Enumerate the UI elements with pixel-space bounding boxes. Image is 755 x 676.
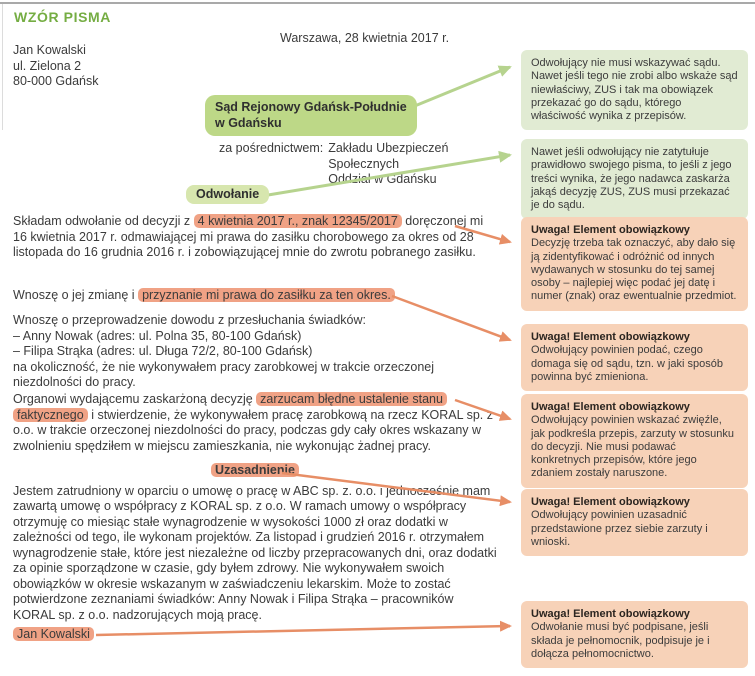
paragraph-charges-text: Organowi wydającemu zaskarżoną decyzję <box>13 392 257 406</box>
note-mandatory-signature-title: Uwaga! Element obowiązkowy <box>531 608 690 620</box>
note-mandatory-decision-title: Uwaga! Element obowiązkowy <box>531 224 690 236</box>
paragraph-demand <box>13 288 497 304</box>
via-address <box>328 141 448 188</box>
note-mandatory-charges <box>521 394 748 488</box>
note-mandatory-charges-title: Uwaga! Element obowiązkowy <box>531 401 690 413</box>
paragraph-appeal <box>13 214 497 261</box>
via-line1: Zakładu Ubezpieczeń <box>328 141 449 155</box>
note-mandatory-justification-title: Uwaga! Element obowiązkowy <box>531 496 690 508</box>
sender-street: ul. Zielona 2 <box>13 58 82 73</box>
note-title-optional <box>521 139 748 219</box>
note-mandatory-demand-text: Odwołujący powinien podać, czego domaga się od sądu, tzn. w jaki sposób powinna być zmieniona. <box>531 344 724 383</box>
sender-address <box>13 43 98 90</box>
charge-highlight: zarzucam błędne ustalenie stanu faktycznego <box>13 392 447 422</box>
sender-city: 80-000 Gdańsk <box>13 74 99 88</box>
letter-title-highlight: Odwołanie <box>186 185 269 204</box>
justification-text: Jestem zatrudniony w oparciu o umowę o pracę w ABC sp. z. o.o. i jednocześnie mam zawartą umowę o współpracy z KORAL sp. z o.o. W ramach umowy o współpracy otrzymuję co miesiąc stałe wynagrodzenie w wysokości 1000 zł oraz dodatki w zależności od tego, ile wykonam projektów. Za listopad i grudzień 2016 r. otrzymałem wynagrodzenie stałe, które jest niezależne od liczby przepracowanych dni, oraz dodatki za opinie sporządzone w czasie, gdy byłem zdrowy. Nie wykonywałem swoich obowiązków w okresie wskazanym w zaświadczeniu lekarskim. Może to zostać potwierdzone zeznaniami świadków: Anny Nowak i Filipa Strąka – pracowników KORAL sp. z o.o. nadzorujących moją pracę. <box>13 483 497 622</box>
note-court-optional <box>521 50 748 130</box>
note-mandatory-signature-text: Odwołanie musi być podpisane, jeśli składa je pełnomocnik, podpisuje je i dołącza pełnomocnictwo. <box>531 621 710 660</box>
justification-heading-highlight: Uzasadnienie <box>211 463 299 477</box>
paragraph-appeal-text: Składam odwołanie od decyzji z <box>13 214 194 228</box>
court-name-line1: Sąd Rejonowy Gdańsk-Południe <box>215 100 407 114</box>
note-mandatory-demand <box>521 324 748 391</box>
note-mandatory-decision <box>521 217 748 311</box>
sender-name: Jan Kowalski <box>13 43 86 57</box>
demand-highlight: przyznanie mi prawa do zasiłku za ten okres. <box>138 288 395 302</box>
note-mandatory-justification-text: Odwołujący powinien uzasadnić przedstawione przez siebie zarzuty i wnioski. <box>531 509 708 548</box>
signature-highlight: Jan Kowalski <box>13 627 94 641</box>
page-title: WZÓR PISMA <box>14 9 111 25</box>
via-block <box>219 141 448 188</box>
witness-2: – Filipa Strąka (adres: ul. Długa 72/2, 80-100 Gdańsk) <box>13 344 313 358</box>
witnesses-intro: Wnoszę o przeprowadzenie dowodu z przesłuchania świadków: <box>13 313 366 327</box>
note-mandatory-decision-text: Decyzję trzeba tak oznaczyć, aby dało się ją zidentyfikować i odróżnić od innych wydawanych w stosunku do tej samej osoby – najlepiej więc podać jej datę i numer (znak) oraz ewentualnie przedmiot. <box>531 237 737 303</box>
witnesses-reason: na okoliczność, że nie wykonywałem pracy zarobkowej w trakcie orzeczonej niezdolności do pracy. <box>13 359 435 389</box>
section-heading-row <box>13 463 497 479</box>
note-mandatory-charges-text: Odwołujący powinien wskazać zwięźle, jak podkreśla przepis, zarzuty w stosunku do decyzji. Nie musi podawać konkretnych przepisów, które jego zdaniem zostały naruszone. <box>531 414 734 480</box>
note-mandatory-signature <box>521 601 748 668</box>
top-divider <box>0 2 755 4</box>
witness-1: – Anny Nowak (adres: ul. Polna 35, 80-100 Gdańsk) <box>13 328 302 343</box>
justification-section <box>13 463 497 623</box>
letter-date: Warszawa, 28 kwietnia 2017 r. <box>280 31 450 45</box>
court-name-line2: w Gdańsku <box>215 116 282 130</box>
note-mandatory-demand-title: Uwaga! Element obowiązkowy <box>531 331 690 343</box>
court-name-highlight <box>205 95 417 136</box>
paragraph-charges-text-cont: i stwierdzenie, że wykonywałem pracę zarobkową na rzecz KORAL sp. z o.o. w trakcie orzeczonej niezdolności do pracy, podczas gdy cały okres wskazany w zwolnieniu spędziłem w miejscu zamieszkania, nie wykonując żadnej pracy. <box>13 407 493 453</box>
paragraph-demand-text: Wnoszę o jej zmianę i <box>13 288 139 302</box>
paragraph-charges <box>13 392 497 454</box>
decision-date-highlight: 4 kwietnia 2017 r., znak 12345/2017 <box>194 214 402 228</box>
via-line3: Oddział w Gdańsku <box>328 172 437 186</box>
paragraph-witnesses <box>13 313 497 391</box>
arrow-signature-to-note <box>96 626 510 635</box>
via-label: za pośrednictwem: <box>219 141 324 155</box>
via-line2: Społecznych <box>328 156 400 171</box>
signature-row <box>13 627 94 641</box>
left-edge-divider <box>2 4 3 130</box>
paragraph-appeal-text-cont: doręczonej mi 16 kwietnia 2017 r. odmawiającej mi prawa do zasiłku chorobowego za okres od 28 listopada do 16 grudnia 2016 r. i zobowiązującej mnie do zwrotu pobranego zasiłku. <box>13 214 484 259</box>
note-court-optional-text: Odwołujący nie musi wskazywać sądu. Nawet jeśli tego nie zrobi albo wskaże sąd niewłaściwy, ZUS i tak ma obowiązek przekazać go do sądu, którego właściwość wynika z przepisów. <box>531 57 738 123</box>
note-mandatory-justification <box>521 489 748 556</box>
note-title-optional-text: Nawet jeśli odwołujący nie zatytułuje prawidłowo swojego pisma, to jeśli z jego treści wynika, że jego nadawca zaskarża jakąś decyzję ZUS, ZUS musi przekazać je do sądu. <box>531 146 732 212</box>
